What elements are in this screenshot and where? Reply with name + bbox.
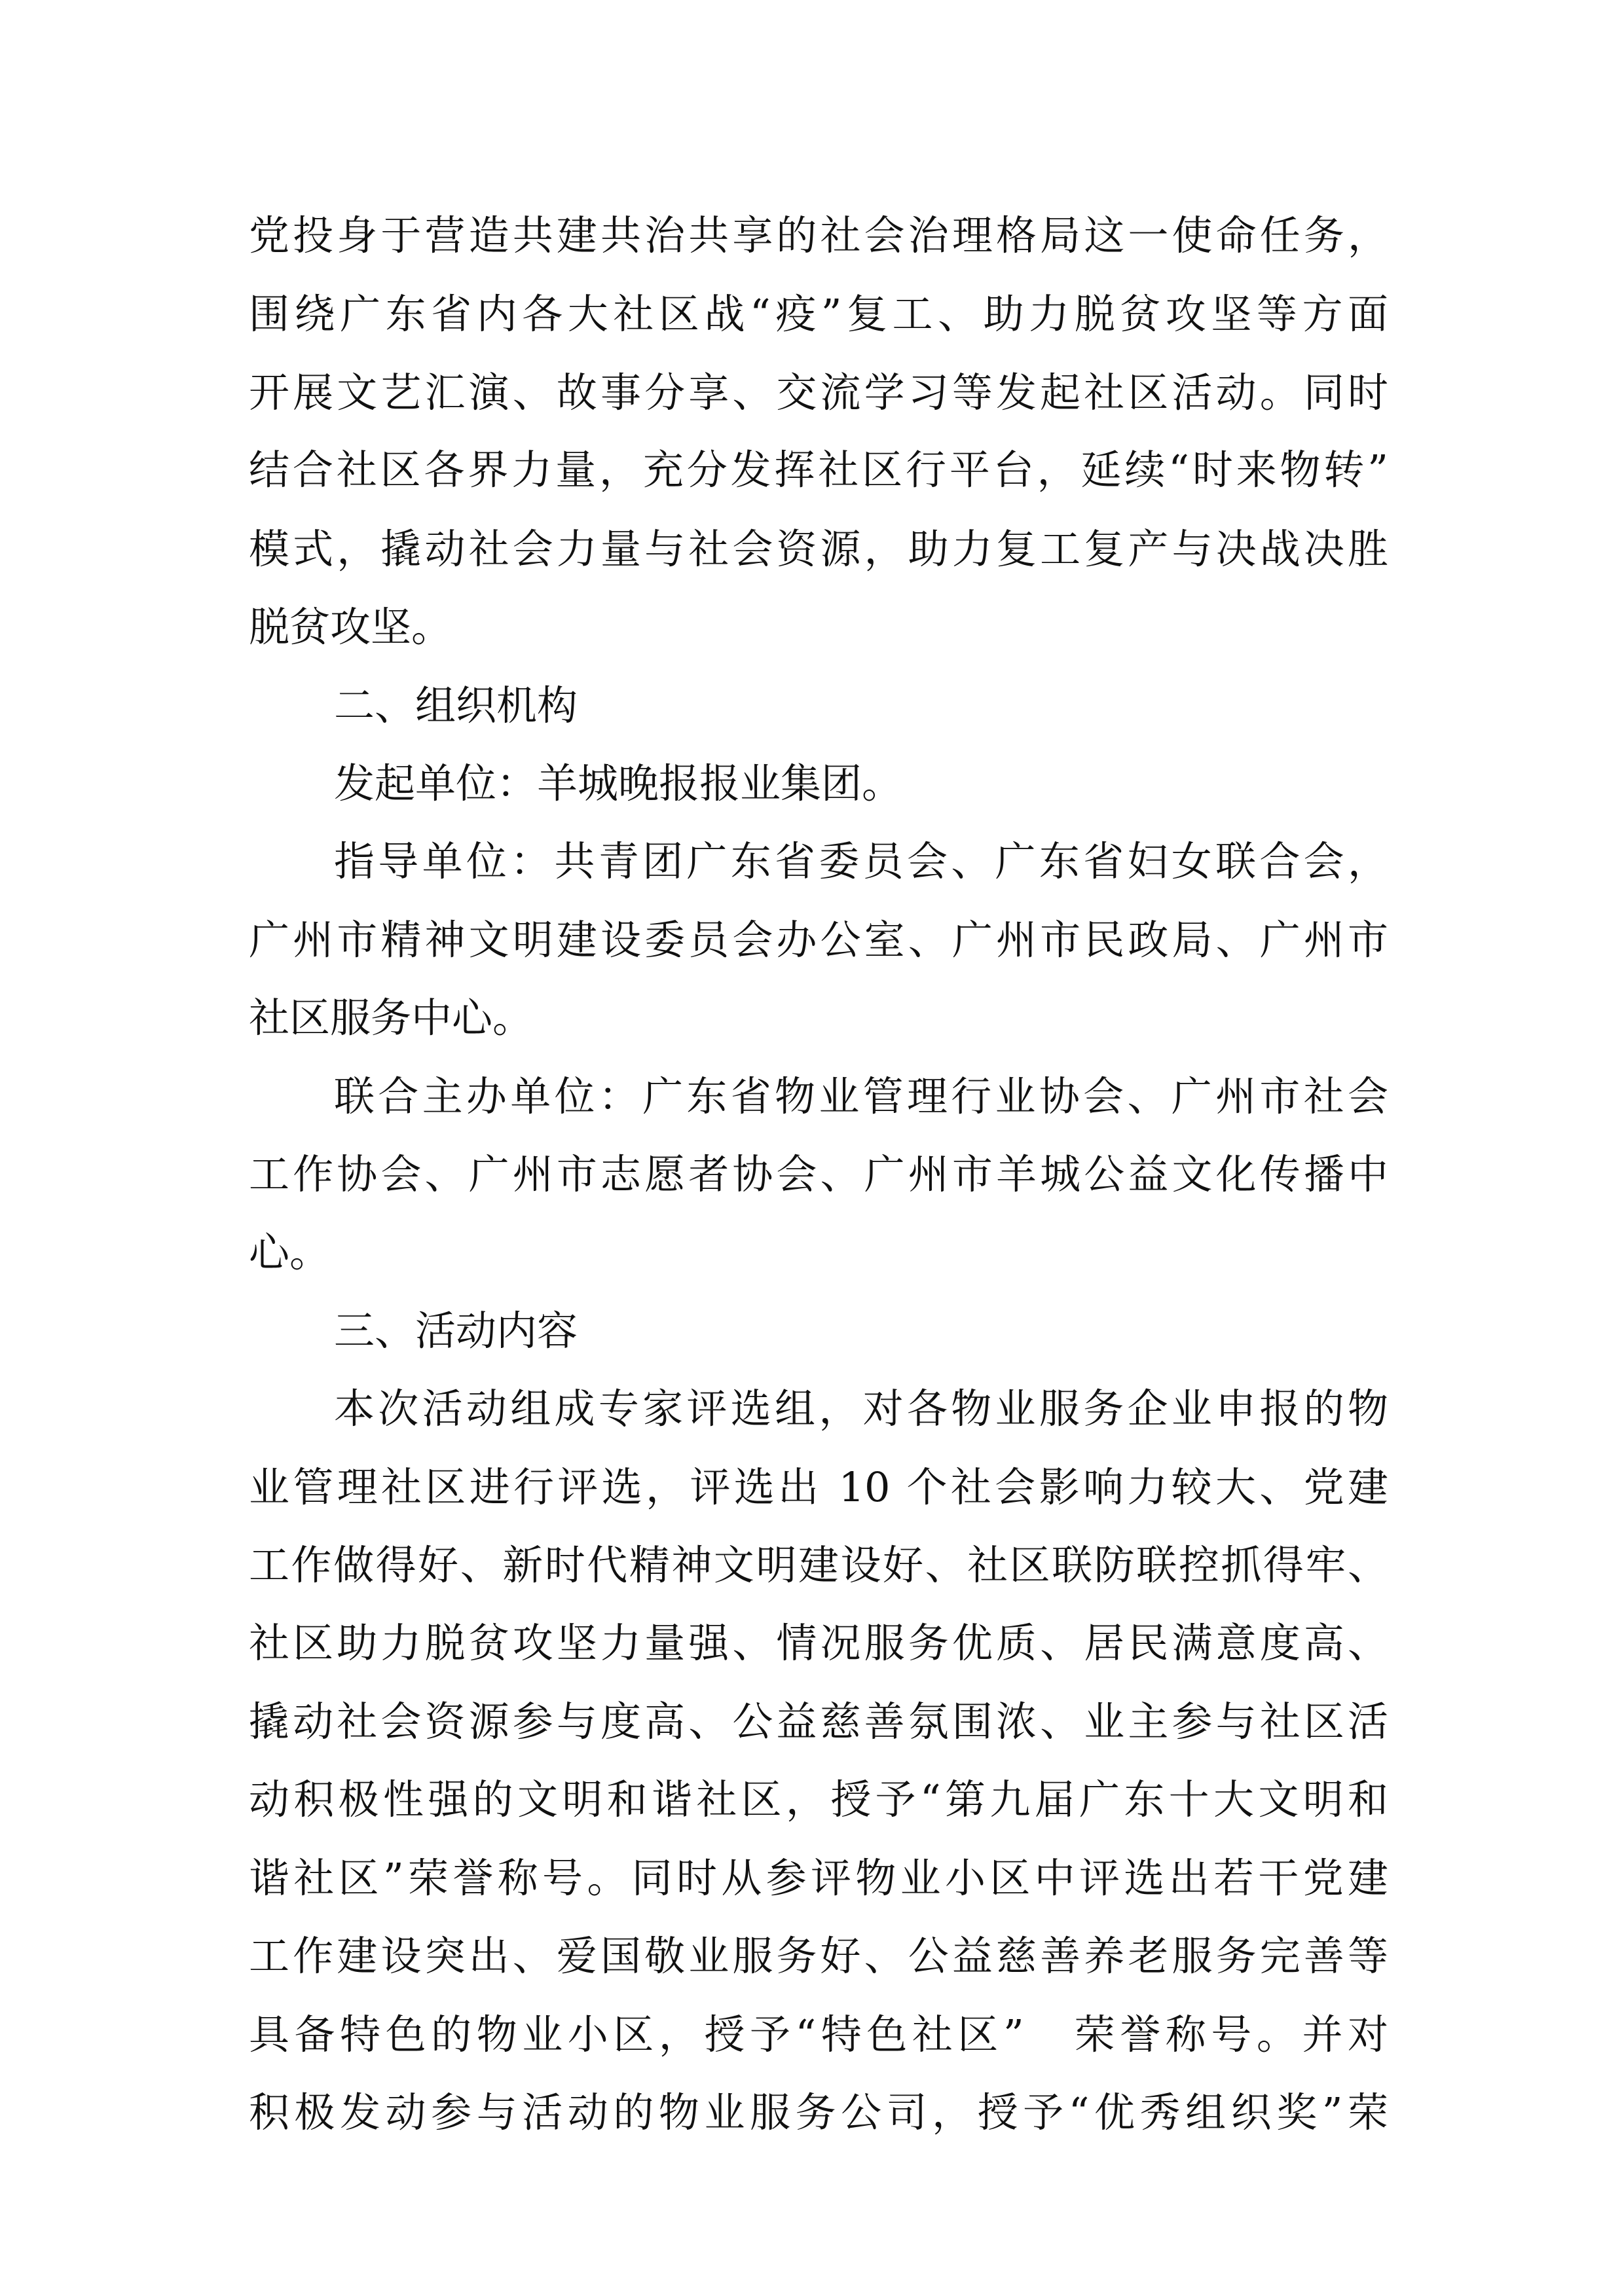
paragraph-line: 积极发动参与活动的物业服务公司，授予“优秀组织奖”荣 [249,2088,1388,2136]
paragraph-line: 脱贫攻坚。 [249,603,452,651]
paragraph-line: 围绕广东省内各大社区战“疫”复工、助力脱贫攻坚等方面 [249,290,1388,338]
paragraph-line: 工作协会、广州市志愿者协会、广州市羊城公益文化传播中 [249,1150,1388,1198]
paragraph-line: 心。 [249,1228,331,1276]
paragraph-line: 模式，撬动社会力量与社会资源，助力复工复产与决战决胜 [249,525,1388,573]
paragraph-line: 业管理社区进行评选，评选出 10 个社会影响力较大、党建 [249,1463,1388,1511]
paragraph-line: 本次活动组成专家评选组，对各物业服务企业申报的物 [334,1385,1388,1432]
paragraph-line-initiator: 发起单位：羊城晚报报业集团。 [334,759,903,807]
section-heading-organization: 二、组织机构 [334,682,578,729]
paragraph-line-guidance: 指导单位：共青团广东省委员会、广东省妇女联合会， [334,837,1388,885]
paragraph-line: 具备特色的物业小区，授予“特色社区” 荣誉称号。并对 [249,2011,1388,2058]
paragraph-line: 开展文艺汇演、故事分享、交流学习等发起社区活动。同时 [249,369,1388,416]
paragraph-line: 社区服务中心。 [249,994,534,1042]
paragraph-line: 结合社区各界力量，充分发挥社区行平台，延续“时来物转” [249,446,1388,494]
paragraph-line: 工作建设突出、爱国敬业服务好、公益慈善养老服务完善等 [249,1932,1388,1980]
paragraph-line: 动积极性强的文明和谐社区，授予“第九届广东十大文明和 [249,1776,1388,1823]
paragraph-line: 撬动社会资源参与度高、公益慈善氛围浓、业主参与社区活 [249,1698,1388,1745]
paragraph-line: 广州市精神文明建设委员会办公室、广州市民政局、广州市 [249,916,1388,964]
section-heading-activity: 三、活动内容 [334,1307,578,1355]
paragraph-line: 谐社区”荣誉称号。同时从参评物业小区中评选出若干党建 [249,1854,1388,1902]
paragraph-line: 社区助力脱贫攻坚力量强、情况服务优质、居民满意度高、 [249,1619,1388,1667]
paragraph-line-co-organizers: 联合主办单位：广东省物业管理行业协会、广州市社会 [334,1072,1388,1120]
paragraph-line: 党投身于营造共建共治共享的社会治理格局这一使命任务， [249,211,1388,259]
paragraph-line: 工作做得好、新时代精神文明建设好、社区联防联控抓得牢、 [249,1541,1388,1589]
